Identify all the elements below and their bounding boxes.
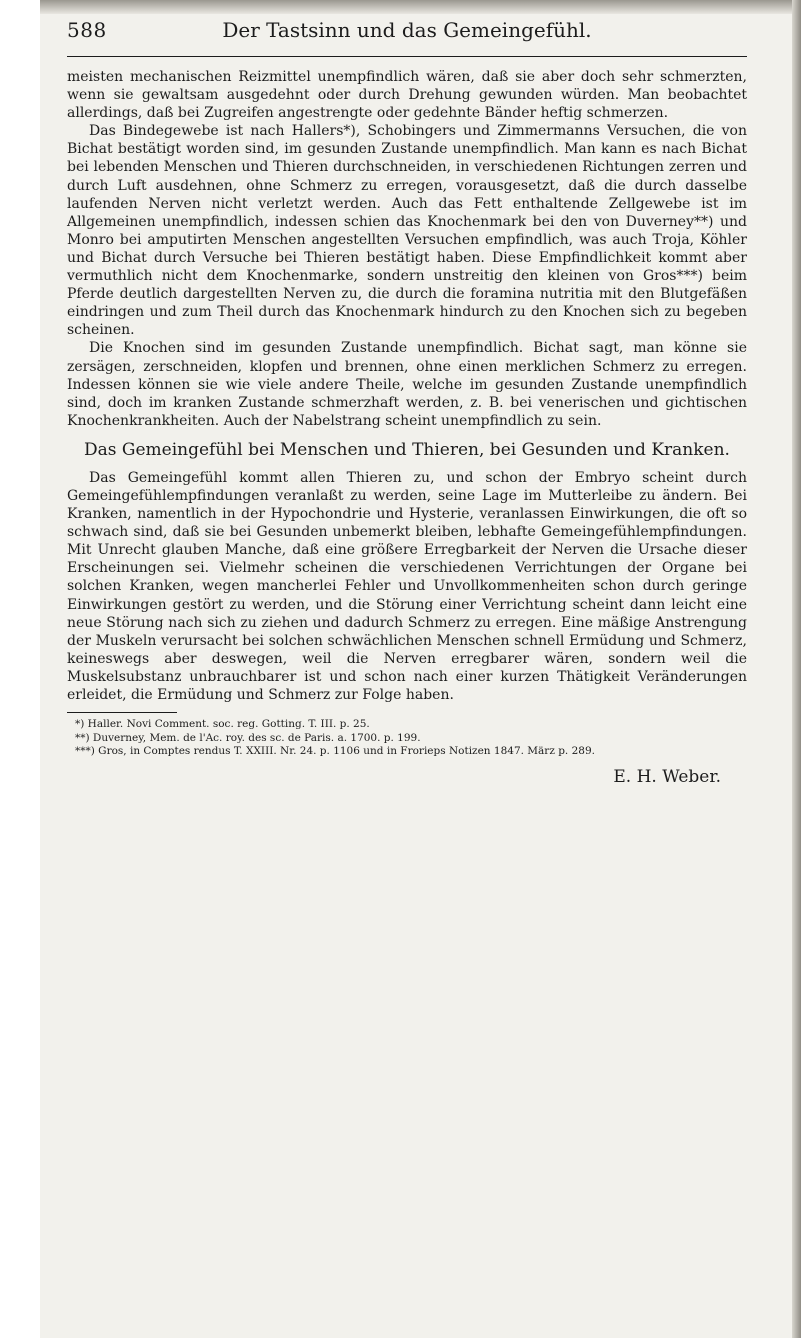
- footnote-rule: [67, 712, 177, 713]
- author-signature: E. H. Weber.: [613, 766, 721, 787]
- footnotes: [67, 718, 747, 759]
- page-right-edge: [792, 0, 801, 1338]
- running-title: Der Tastsinn und das Gemeingefühl.: [222, 18, 592, 42]
- footnote: **) Duverney, Mem. de l'Ac. roy. des sc. de Paris. a. 1700. p. 199.: [75, 731, 421, 744]
- body-text: [67, 68, 747, 704]
- paragraph: Das Gemeingefühl kommt allen Thieren zu, und schon der Embryo scheint durch Gemeingefühlempfindungen veranlaßt zu werden, seine Lage im Mutterleibe zu ändern. Bei Kranken, namentlich in der Hypochondrie und Hysterie, veranlassen Einwirkungen, die oft so schwach sind, daß sie bei Gesunden unbemerkt bleiben, lebhafte Gemeingefühlempfindungen. Mit Unrecht glauben Manche, daß eine größere Erregbarkeit der Nerven die Ursache dieser Erscheinungen sei. Vielmehr scheinen die verschiedenen Verrichtungen der Organe bei solchen Kranken, wegen mancherlei Fehler und Unvollkommenheiten schon durch geringe Einwirkungen gestört zu werden, und die Störung einer Verrichtung scheint dann leicht eine neue Störung nach sich zu ziehen und dadurch Schmerz zu erregen. Eine mäßige Anstrengung der Muskeln verursacht bei solchen schwächlichen Menschen schnell Ermüdung und Schmerz, keineswegs aber deswegen, weil die Nerven erregbarer wären, sondern weil die Muskelsubstanz unbrauchbarer ist und schon nach einer kurzen Thätigkeit Veränderungen erleidet, die Ermüdung und Schmerz zur Folge haben.: [67, 469, 747, 703]
- footnote: *) Haller. Novi Comment. soc. reg. Gotting. T. III. p. 25.: [75, 718, 370, 731]
- page-content: [67, 14, 747, 787]
- page-top-edge: [40, 0, 792, 14]
- paragraph: meisten mechanischen Reizmittel unempfindlich wären, daß sie aber doch sehr schmerzten, wenn sie gewaltsam ausgedehnt oder durch Drehung gewunden würden. Man beobachtet allerdings, daß bei Zugreifen angestrengte oder gedehnte Bänder heftig schmerzen.: [67, 69, 747, 122]
- section-heading: Das Gemeingefühl bei Menschen und Thieren, bei Gesunden und Kranken.: [84, 439, 730, 460]
- paragraph: Die Knochen sind im gesunden Zustande unempfindlich. Bichat sagt, man könne sie zersägen, zerschneiden, klopfen und brennen, ohne einen merklichen Schmerz zu erregen. Indessen können sie wie viele andere Theile, welche im gesunden Zustande unempfindlich sind, doch im kranken Zustande schmerzhaft werden, z. B. bei venerischen und gichtischen Knochenkrankheiten. Auch der Nabelstrang scheint unempfindlich zu sein.: [67, 340, 747, 429]
- footnote: ***) Gros, in Comptes rendus T. XXIII. Nr. 24. p. 1106 und in Frorieps Notizen 1847. März p. 289.: [75, 745, 595, 758]
- paragraph: Das Bindegewebe ist nach Hallers*), Schobingers und Zimmermanns Versuchen, die von Bichat bestätigt worden sind, im gesunden Zustande unempfindlich. Man kann es nach Bichat bei lebenden Menschen und Thieren durchschneiden, in verschiedenen Richtungen zerren und durch Luft ausdehnen, ohne Schmerz zu erregen, vorausgesetzt, daß die durch dasselbe laufenden Nerven nicht verletzt werden. Auch das Fett enthaltende Zellgewebe ist im Allgemeinen unempfindlich, indessen schien das Knochenmark bei den von Duverney**) und Monro bei amputirten Menschen angestellten Versuchen empfindlich, was auch Troja, Köhler und Bichat durch Versuche bei Thieren bestätigt haben. Diese Empfindlichkeit kommt aber vermuthlich nicht dem Knochenmarke, sondern unstreitig den kleinen von Gros***) beim Pferde deutlich dargestellten Nerven zu, die durch die foramina nutritia mit den Blutgefäßen eindringen und zum Theil durch das Knochenmark hindurch zu den Knochen sich zu begeben scheinen.: [67, 123, 747, 339]
- page-number: 588: [67, 18, 107, 42]
- running-header: [67, 14, 747, 57]
